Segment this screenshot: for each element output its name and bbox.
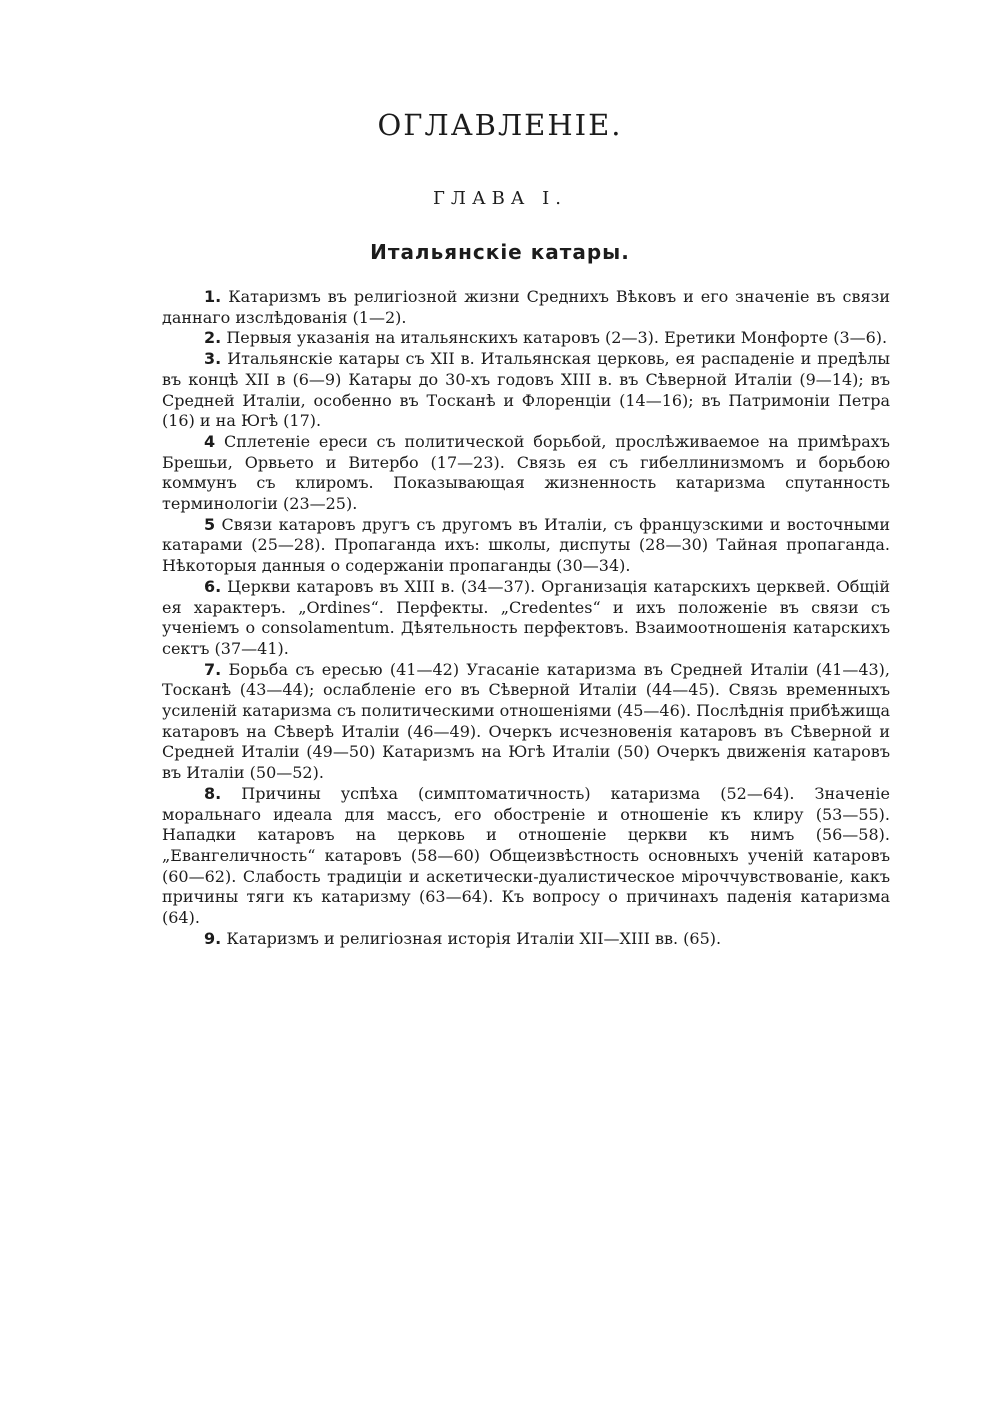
toc-entry-number: 2. <box>204 328 222 348</box>
toc-entry-number: 5 <box>204 514 216 534</box>
toc-entry-2 <box>162 328 890 349</box>
toc-entry-1 <box>162 287 890 328</box>
toc-entry-8 <box>162 784 890 929</box>
toc-entry-9 <box>162 929 890 950</box>
toc-entry-number: 3. <box>204 349 222 369</box>
toc-entry-number: 8. <box>204 783 222 803</box>
toc-entry-text: Сплетеніе ереси съ политической борьбой, прослѣживаемое на примѣрахъ Брешьи, Орвьето и Витербо (17—23). Связь ея съ гибеллинизмомъ и борьбою коммунъ съ клиромъ. Показывающая жизненность катаризма спутанность терминологіи (23—25). <box>162 431 890 514</box>
toc-entry-text: Церкви катаровъ въ XIII в. (34—37). Организація катарскихъ церквей. Общій ея характеръ. „Ordines“. Перфекты. „Credentes“ и ихъ положеніе въ связи съ ученіемъ о consolamentum. Дѣятельность перфектовъ. Взаимоотношенія катарскихъ сектъ (37—41). <box>162 576 890 658</box>
toc-entry-7 <box>162 660 890 784</box>
toc-entry-text: Катаризмъ въ религіозной жизни Среднихъ Вѣковъ и его значеніе въ связи даннаго изслѣдованія (1—2). <box>162 287 890 327</box>
toc-entry-text: Борьба съ ересью (41—42) Угасаніе катаризма въ Средней Италіи (41—43), Тосканѣ (43—44); ослабленіе его въ Сѣверной Италіи (44—45). Связь временныхъ усиленій катаризма съ политическими отношеніями (45—46). Послѣднія прибѣжища катаровъ на Сѣверѣ Италіи (46—49). Очеркъ исчезновенія катаровъ въ Сѣверной и Средней Италіи (49—50) Катаризмъ на Югѣ Италіи (50) Очеркъ движенія катаровъ въ Италіи (50—52). <box>162 659 891 783</box>
toc-entry-number: 4 <box>204 431 216 451</box>
toc-entry-4 <box>162 432 890 515</box>
toc-entry-text: Катаризмъ и религіозная исторія Италіи XII—XIII вв. (65). <box>226 928 722 948</box>
toc-entry-text: Причины успѣха (симптоматичность) катаризма (52—64). Значеніе моральнаго идеала для массъ, его обостреніе и отношеніе къ клиру (53—55). Нападки катаровъ на церковь и отношеніе церкви къ нимъ (56—58). „Евангеличность“ катаровъ (58—60) Общеизвѣстность основныхъ ученій катаровъ (60—62). Слабость традиціи и аскетически-дуалистическое міроччувствованіе, какъ причины тяги къ катаризму (63—64). Къ вопросу о причинахъ паденія катаризма (64). <box>162 783 890 928</box>
toc-entry-6 <box>162 577 890 660</box>
toc-entry-number: 1. <box>204 287 222 306</box>
toc-entry-5 <box>162 515 890 577</box>
toc-entry-3 <box>162 349 890 432</box>
toc-entry-number: 6. <box>204 576 222 596</box>
toc-entry-text: Первыя указанія на итальянскихъ катаровъ (2—3). Еретики Монфорте (3—6). <box>226 328 888 348</box>
chapter-subtitle: Итальянскіе катары. <box>370 240 630 264</box>
toc-entry-number: 9. <box>204 928 222 948</box>
chapter-heading: ГЛАВА I. <box>433 188 567 209</box>
page-title: ОГЛАВЛЕНІЕ. <box>377 108 623 142</box>
toc-entry-number: 7. <box>204 659 222 679</box>
table-of-contents <box>162 287 890 950</box>
toc-entry-text: Итальянскіе катары съ XII в. Итальянская церковь, ея распаденіе и предѣлы въ концѣ XII в (6—9) Катары до 30-хъ годовъ XIII в. въ Сѣверной Италіи (9—14); въ Средней Италіи, особенно въ Тосканѣ и Флоренціи (14—16); въ Патримоніи Петра (16) и на Югѣ (17). <box>162 349 891 431</box>
toc-entry-text: Связи катаровъ другъ съ другомъ въ Италіи, съ французскими и восточными катарами (25—28). Пропаганда ихъ: школы, диспуты (28—30) Тайная пропаганда. Нѣкоторыя данныя о содержаніи пропаганды (30—34). <box>162 514 890 576</box>
